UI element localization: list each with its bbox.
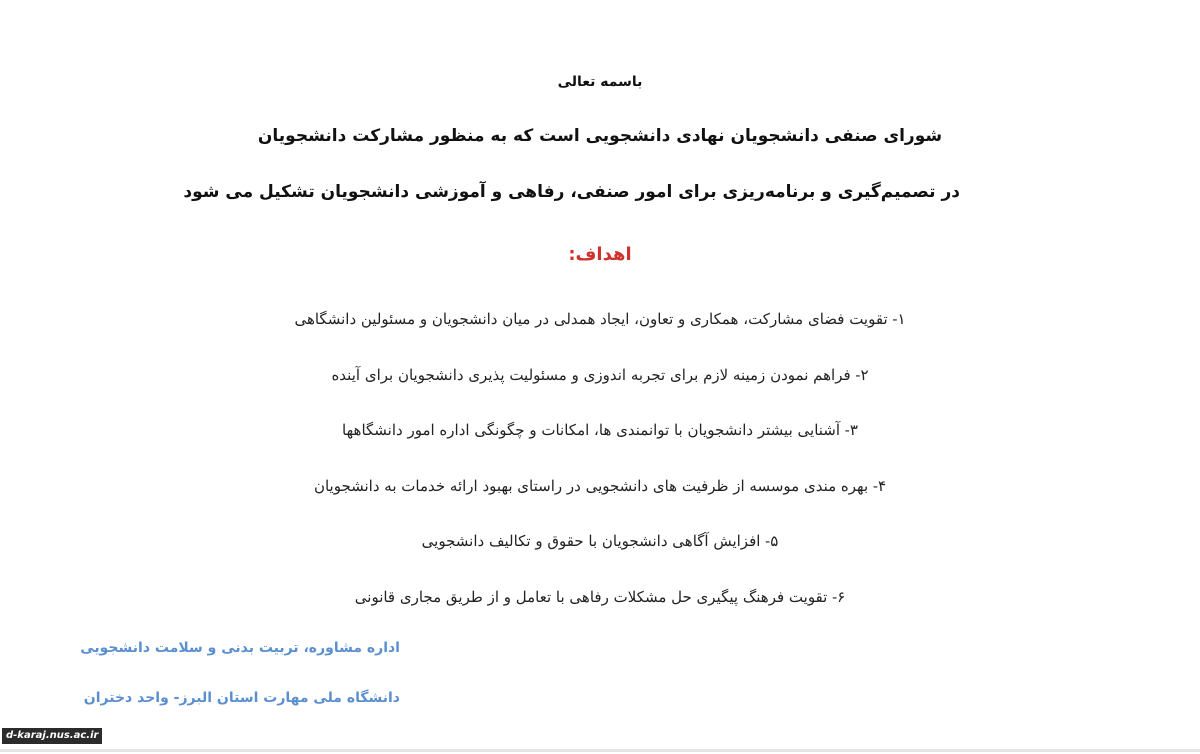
goals-title: اهداف: [568,244,632,265]
goal-item: ۴- بهره مندی موسسه از ظرفیت های دانشجویی در راستای بهبود ارائه خدمات به دانشجویان [313,477,887,495]
intro-line-2: در تصمیم‌گیری و برنامه‌ریزی برای امور صنفی، رفاهی و آموزشی دانشجویان تشکیل می شود [183,182,960,202]
signature-university: دانشگاه ملی مهارت استان البرز- واحد دختران [83,690,400,706]
signature-office: اداره مشاوره، تربیت بدنی و سلامت دانشجویی [80,640,400,656]
goal-item: ۳- آشنایی بیشتر دانشجویان با توانمندی ها، امکانات و چگونگی اداره امور دانشگاهها [342,421,858,439]
goal-item: ۱- تقویت فضای مشارکت، همکاری و تعاون، ایجاد همدلی در میان دانشجویان و مسئولین دانشگاهی [294,310,906,328]
goal-item: ۲- فراهم نمودن زمینه لازم برای تجربه اندوزی و مسئولیت پذیری دانشجویان برای آینده [331,366,869,384]
bismillah-heading: باسمه تعالی [557,74,643,90]
goal-item: ۶- تقویت فرهنگ پیگیری حل مشکلات رفاهی با تعامل و از طریق مجاری قانونی [354,588,846,606]
intro-line-1: شورای صنفی دانشجویان نهادی دانشجویی است که به منظور مشارکت دانشجویان [257,126,943,146]
site-watermark: d-karaj.nus.ac.ir [2,728,102,744]
goal-item: ۵- افزایش آگاهی دانشجویان با حقوق و تکالیف دانشجویی [421,532,779,550]
bottom-divider [0,749,1200,752]
